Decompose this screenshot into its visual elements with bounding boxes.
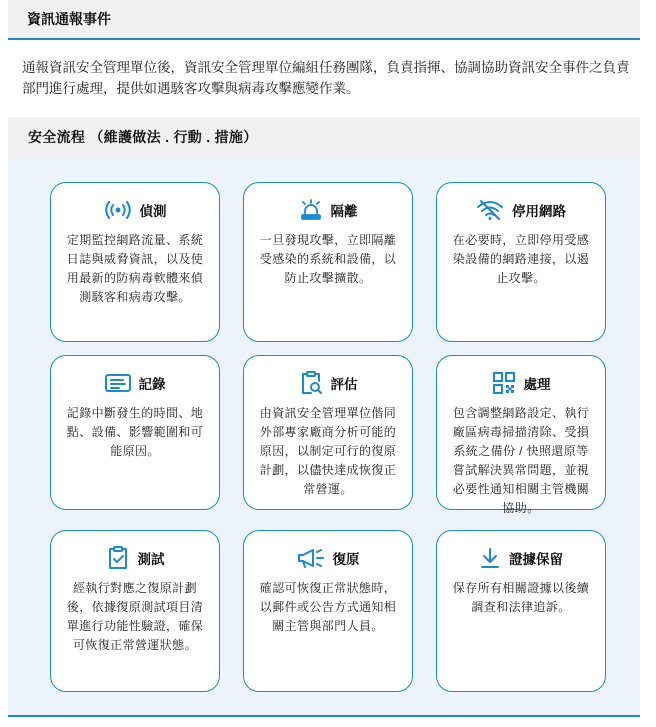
card-preserve-evidence [436,530,606,692]
card-description: 確認可恢復正常狀態時，以郵件或公告方式通知相關主管與部門人員。 [259,581,397,633]
card-title: 測試 [137,552,165,567]
card-assess [243,355,413,510]
section-title: 資訊通報事件 [27,11,111,27]
broadcast-signal-icon [104,200,132,220]
alarm-siren-icon [299,199,323,221]
wifi-off-icon [476,199,504,221]
card-record [50,355,220,510]
card-title: 記錄 [138,377,166,392]
qr-code-icon [492,371,516,395]
intro-paragraph: 通報資訊安全管理單位後，資訊安全管理單位編組任務團隊，負責指揮、協調協助資訊安全事件之負責部門進行處理，提供如遇駭客攻擊與病毒攻擊應變作業。 [22,60,630,96]
clipboard-search-icon [299,371,323,395]
card-description: 由資訊安全管理單位偕同外部專家廠商分析可能的原因，以制定可行的復原計劃，以儘快達成恢復正常營運。 [259,406,397,496]
card-title: 證據保留 [509,552,563,567]
card-test [50,530,220,692]
section-header [8,0,640,40]
clipboard-check-icon [106,546,130,570]
card-title: 隔離 [330,204,358,219]
card-recover [243,530,413,692]
card-description: 包含調整網路設定、執行廠區病毒掃描清除、受損系統之備份 / 快照還原等嘗試解決異常問題，並視必要性通知相關主管機關協助。 [452,406,590,515]
card-description: 定期監控網路流量、系統日誌與威脅資訊，以及使用最新的防病毒軟體來偵測駭客和病毒攻擊。 [66,233,204,304]
card-description: 經執行對應之復原計劃後，依據復原測試項目清單進行功能性驗證，確保可恢復正常營運狀態。 [66,581,204,652]
card-description: 保存所有相關證據以後續調查和法律追訴。 [452,581,590,614]
card-title: 復原 [332,552,360,567]
document-list-icon [105,373,131,393]
card-title: 停用網路 [512,204,566,219]
card-title: 處理 [523,377,551,392]
card-title: 評估 [330,377,358,392]
card-description: 記錄中斷發生的時間、地點、設備、影響範圍和可能原因。 [66,406,204,458]
card-title: 偵測 [139,204,167,219]
megaphone-icon [297,547,325,569]
bottom-divider [8,715,640,717]
download-arrow-icon [479,547,501,569]
card-description: 在必要時，立即停用受感染設備的網路連接，以遏止攻擊。 [452,233,590,285]
card-detect [50,182,220,342]
card-description: 一旦發現攻擊，立即隔離受感染的系統和設備，以防止攻擊擴散。 [259,233,397,285]
card-disable-network [436,182,606,342]
flow-header [8,117,640,157]
flow-title: 安全流程 （維護做法 . 行動 . 措施） [28,129,258,145]
card-isolate [243,182,413,342]
card-handle [436,355,606,515]
